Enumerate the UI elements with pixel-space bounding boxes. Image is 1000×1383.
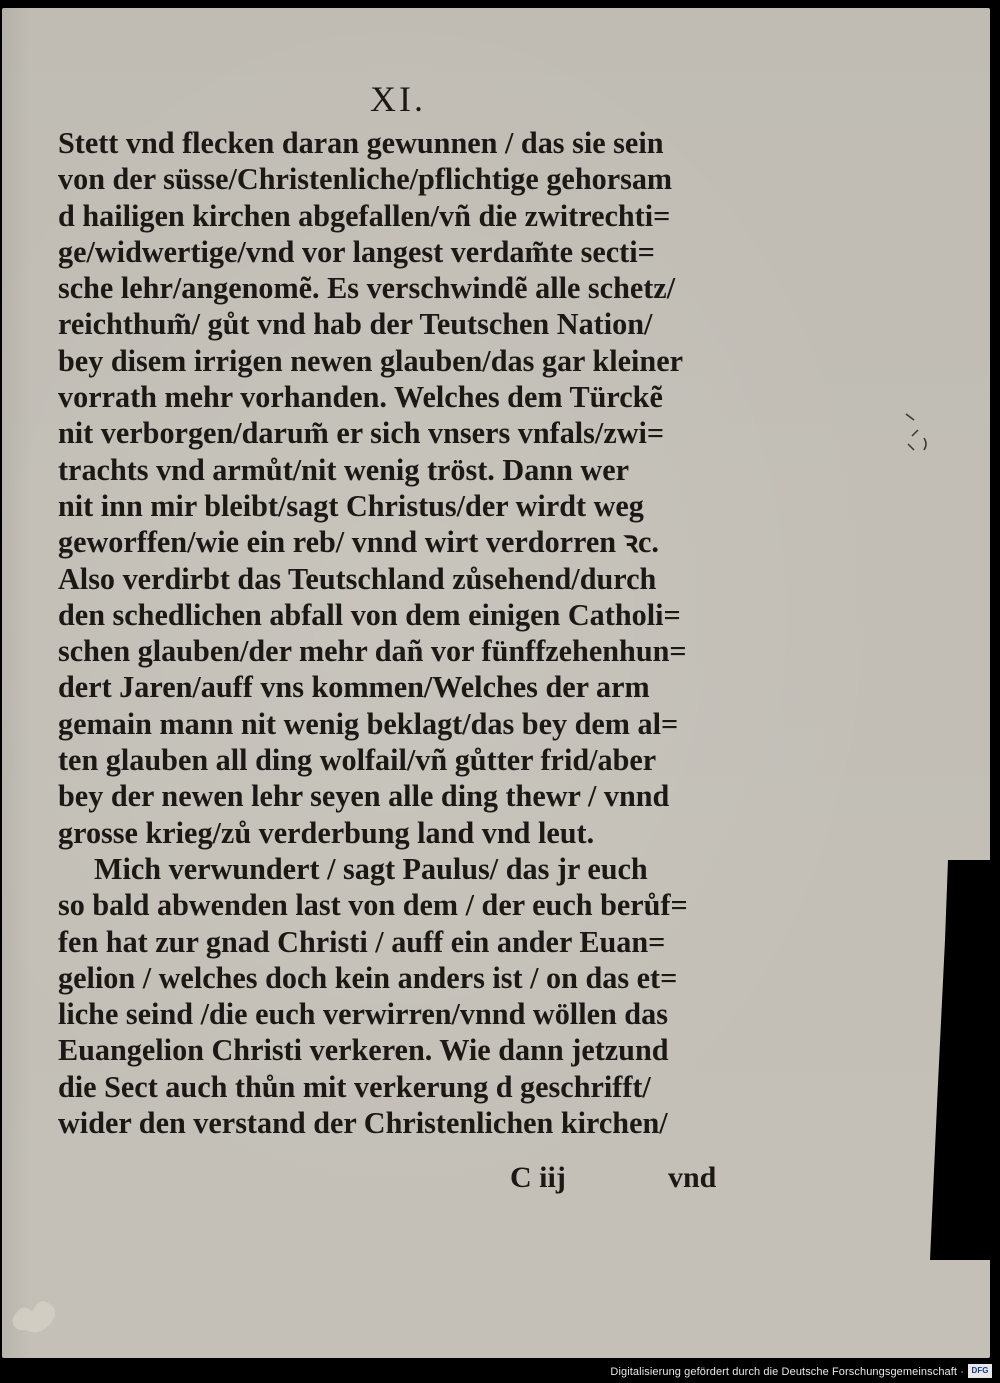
text-line: ge/widwertige/vnd vor langest verdam̃te secti= (58, 234, 655, 269)
text-line: d hailigen kirchen abgefallen/vñ die zwitrechti= (58, 198, 671, 233)
text-line: vorrath mehr vorhanden. Welches dem Türckẽ (58, 380, 663, 415)
folio-number: XI. (370, 79, 426, 119)
page-text-block (58, 125, 748, 1141)
dfg-logo: DFG (968, 1364, 992, 1378)
text-line: geworffen/wie ein reb/ vnnd wirt verdorren ꝛc. (58, 525, 659, 560)
text-line: dert Jaren/auff vns kommen/Welches der arm (58, 670, 650, 705)
text-line: Also verdirbt das Teutschland zůsehend/durch (58, 561, 657, 596)
catchword: vnd (668, 1161, 717, 1194)
signature-line (58, 1161, 748, 1197)
text-line: Mich verwundert / sagt Paulus/ das jr euch (94, 851, 648, 886)
text-line: gelion / welches doch kein anders ist / on das et= (58, 960, 678, 995)
text-line: gemain mann nit wenig beklagt/das bey dem al= (58, 706, 679, 741)
text-line: Stett vnd flecken daran gewunnen / das sie sein (58, 126, 664, 160)
signature-mark: C iij (510, 1161, 566, 1194)
text-line: sche lehr/angenomẽ. Es verschwindẽ alle schetz/ (58, 271, 676, 306)
text-line: wider den verstand der Christenlichen kirchen/ (58, 1106, 668, 1141)
text-line: so bald abwenden last von dem / der euch berůf= (58, 888, 688, 923)
marginal-pen-mark-icon (898, 410, 938, 460)
text-line: Euangelion Christi verkeren. Wie dann jetzund (58, 1033, 669, 1068)
digitization-credit: Digitalisierung gefördert durch die Deutsche Forschungsgemeinschaft · (610, 1366, 964, 1378)
text-line: die Sect auch thůn mit verkerung d geschrifft/ (58, 1069, 651, 1104)
text-line: trachts vnd armůt/nit wenig tröst. Dann wer (58, 452, 630, 487)
text-line: bey disem irrigen newen glauben/das gar kleiner (58, 343, 684, 378)
text-line: reichthum̃/ gůt vnd hab der Teutschen Nation/ (58, 307, 653, 342)
text-line: ten glauben all ding wolfail/vñ gůtter frid/aber (58, 743, 657, 778)
text-line: fen hat zur gnad Christi / auff ein ander Euan= (58, 924, 666, 959)
text-line: liche seind /die euch verwirren/vnnd wöllen das (58, 997, 668, 1032)
text-line: nit verborgen/darum̃ er sich vnsers vnfals/zwi= (58, 416, 665, 451)
text-line: grosse krieg/zů verderbung land vnd leut. (58, 815, 595, 850)
text-line: den schedlichen abfall von dem einigen Catholi= (58, 597, 681, 632)
text-line: nit inn mir bleibt/sagt Christus/der wirdt weg (58, 488, 644, 523)
text-line: schen glauben/der mehr dañ vor fünffzehenhun= (58, 634, 687, 669)
text-line: von der süsse/Christenliche/pflichtige gehorsam (58, 162, 673, 197)
text-line: bey der newen lehr seyen alle ding thewr / vnnd (58, 779, 670, 814)
paper-stain-icon (8, 1280, 68, 1340)
